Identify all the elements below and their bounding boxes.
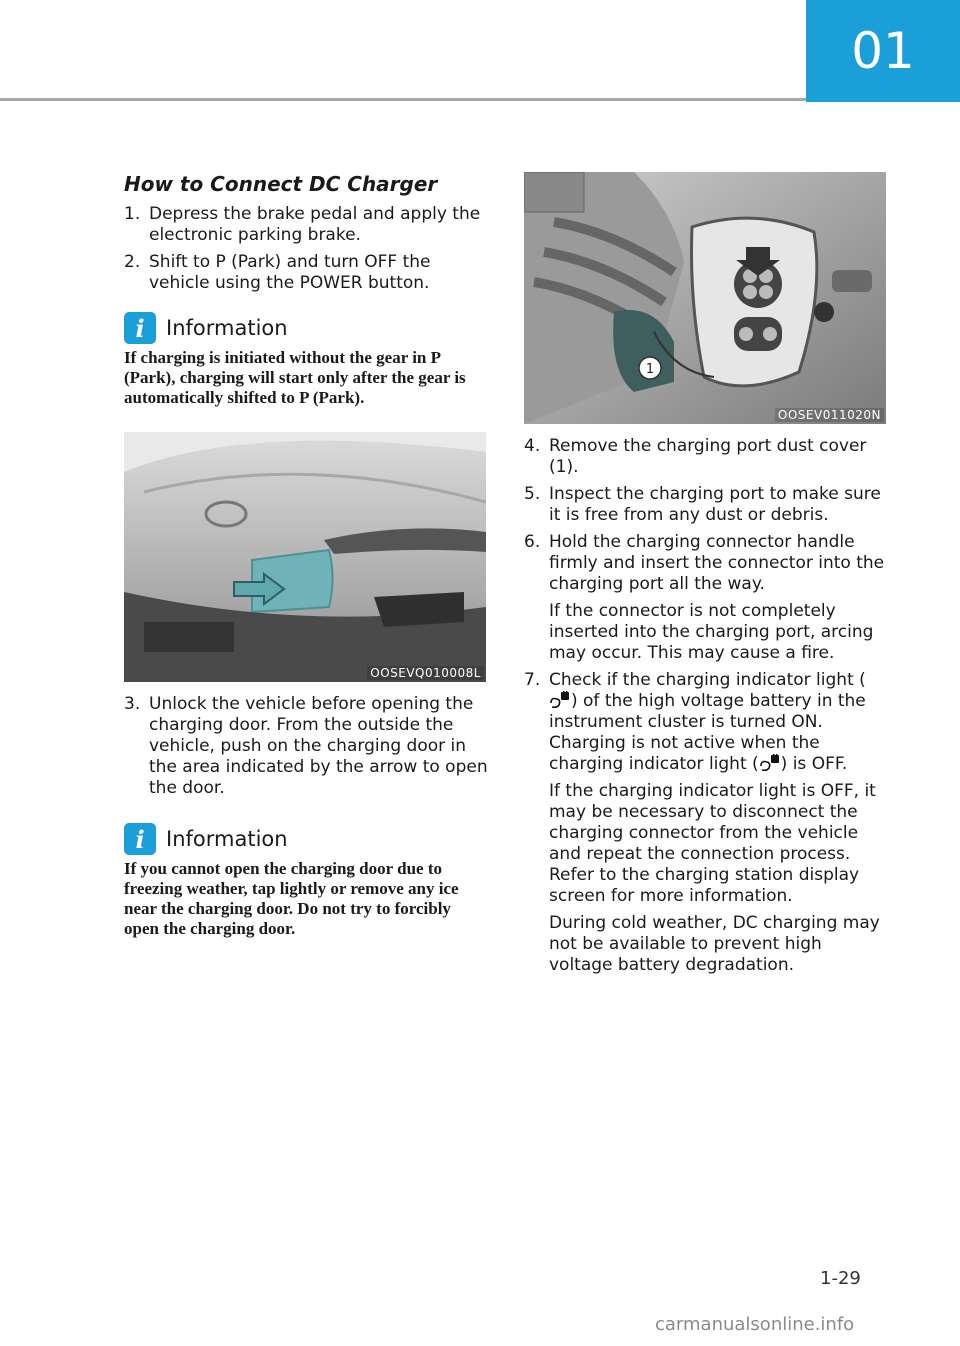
left-column xyxy=(124,170,490,939)
information-header xyxy=(124,312,490,344)
step-text-part: Check if the charging indicator light ( xyxy=(549,670,866,690)
step-text: Remove the charging port dust cover (1). xyxy=(549,436,867,477)
step-text-part: ) is OFF. xyxy=(780,754,848,774)
step-text: Shift to P (Park) and turn OFF the vehicle using the POWER button. xyxy=(149,252,431,293)
steps-list-top xyxy=(124,204,490,294)
step-note: During cold weather, DC charging may not be available to prevent high voltage battery degradation. xyxy=(549,913,880,975)
information-title: Information xyxy=(166,316,288,340)
steps-list-mid xyxy=(124,694,490,799)
page-number: 1-29 xyxy=(820,1268,861,1289)
information-box-gear xyxy=(124,312,490,408)
step-number: 1. xyxy=(124,204,141,224)
charging-port-illustration xyxy=(524,172,886,424)
charging-indicator-icon xyxy=(549,691,571,709)
figure-code: OOSEVQ010008L xyxy=(367,666,484,680)
step-number: 5. xyxy=(524,484,541,504)
info-icon: i xyxy=(124,823,156,855)
information-body: If charging is initiated without the gear in P (Park), charging will start only after the gear is automatically shifted to P (Park). xyxy=(124,348,466,407)
step-number: 3. xyxy=(124,694,141,714)
step-note: If the charging indicator light is OFF, it may be necessary to disconnect the charging connector from the vehicle and repeat the connection process. Refer to the charging station display screen for more information. xyxy=(549,781,876,906)
step-text: Hold the charging connector handle firmly and insert the connector into the charging port all the way. xyxy=(549,532,885,594)
charging-indicator-icon xyxy=(759,754,781,772)
step-7 xyxy=(524,670,886,976)
figure-callout: 1 xyxy=(645,362,655,377)
step-number: 6. xyxy=(524,532,541,552)
step-number: 4. xyxy=(524,436,541,456)
information-title: Information xyxy=(166,827,288,851)
chapter-number: 01 xyxy=(851,22,915,80)
chapter-tab xyxy=(806,0,960,102)
step-4 xyxy=(524,436,886,478)
step-text xyxy=(549,670,886,775)
section-heading: How to Connect DC Charger xyxy=(124,172,438,196)
information-body: If you cannot open the charging door due to freezing weather, tap lightly or remove any ice near the charging door. Do not try to forcibly open the charging door. xyxy=(124,859,459,938)
step-1 xyxy=(124,204,490,246)
information-header xyxy=(124,823,490,855)
figure-code: OOSEV011020N xyxy=(775,408,884,422)
steps-list-right xyxy=(524,436,886,976)
step-6 xyxy=(524,532,886,664)
header-rule xyxy=(0,98,806,101)
step-2 xyxy=(124,252,490,294)
step-3 xyxy=(124,694,490,799)
information-box-freezing xyxy=(124,823,490,939)
step-note: If the connector is not completely inserted into the charging port, arcing may occur. This may cause a fire. xyxy=(549,601,874,663)
watermark[interactable]: carmanualsonline.info xyxy=(655,1314,855,1335)
car-front-illustration xyxy=(124,432,486,682)
step-number: 7. xyxy=(524,670,541,690)
figure-charging-port xyxy=(524,172,886,424)
step-text-part: ) of the high voltage battery in the instrument cluster is turned ON. Charging is not active when the charging indicator light ( xyxy=(549,691,866,774)
step-text: Depress the brake pedal and apply the electronic parking brake. xyxy=(149,204,481,245)
step-number: 2. xyxy=(124,252,141,272)
figure-charging-door xyxy=(124,432,486,682)
step-text: Unlock the vehicle before opening the charging door. From the outside the vehicle, push on the charging door in the area indicated by the arrow to open the door. xyxy=(149,694,488,798)
step-5 xyxy=(524,484,886,526)
right-column xyxy=(524,172,886,982)
info-icon: i xyxy=(124,312,156,344)
step-text: Inspect the charging port to make sure it is free from any dust or debris. xyxy=(549,484,881,525)
